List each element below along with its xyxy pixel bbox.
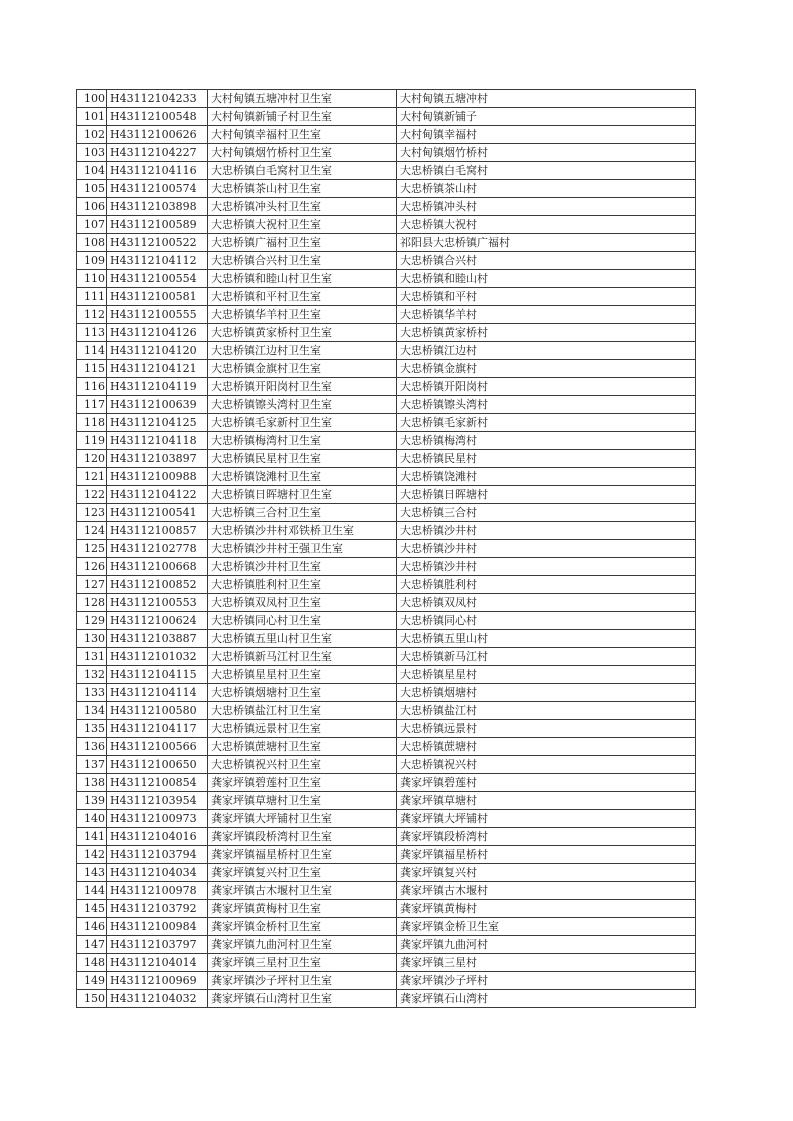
institution-code-cell: H43112100978 (107, 882, 208, 900)
address-cell: 龚家坪镇沙子坪村 (397, 972, 696, 990)
table-row (77, 450, 696, 468)
table-row (77, 396, 696, 414)
institution-code-cell: H43112100854 (107, 774, 208, 792)
institution-name-cell: 龚家坪镇碧莲村卫生室 (208, 774, 397, 792)
row-number-cell: 118 (77, 414, 107, 432)
institution-code-cell: H43112104114 (107, 684, 208, 702)
table-row (77, 900, 696, 918)
row-number-cell: 132 (77, 666, 107, 684)
row-number-cell: 121 (77, 468, 107, 486)
table-row (77, 576, 696, 594)
row-number-cell: 143 (77, 864, 107, 882)
row-number-cell: 108 (77, 234, 107, 252)
address-cell: 大村甸镇新铺子 (397, 108, 696, 126)
row-number-cell: 142 (77, 846, 107, 864)
table-row (77, 594, 696, 612)
row-number-cell: 113 (77, 324, 107, 342)
institution-name-cell: 大忠桥镇盐江村卫生室 (208, 702, 397, 720)
table-row (77, 144, 696, 162)
row-number-cell: 146 (77, 918, 107, 936)
table-row (77, 126, 696, 144)
institution-code-cell: H43112104118 (107, 432, 208, 450)
table-row (77, 774, 696, 792)
address-cell: 大忠桥镇和睦山村 (397, 270, 696, 288)
institution-code-cell: H43112102778 (107, 540, 208, 558)
row-number-cell: 147 (77, 936, 107, 954)
institution-name-cell: 大忠桥镇饶滩村卫生室 (208, 468, 397, 486)
address-cell: 龚家坪镇石山湾村 (397, 990, 696, 1008)
row-number-cell: 101 (77, 108, 107, 126)
table-row (77, 432, 696, 450)
institution-name-cell: 大忠桥镇冲头村卫生室 (208, 198, 397, 216)
institution-code-cell: H43112100626 (107, 126, 208, 144)
row-number-cell: 128 (77, 594, 107, 612)
address-cell: 大忠桥镇毛家新村 (397, 414, 696, 432)
institution-name-cell: 大村甸镇新铺子村卫生室 (208, 108, 397, 126)
address-cell: 大村甸镇五塘冲村 (397, 90, 696, 108)
institution-code-cell: H43112100574 (107, 180, 208, 198)
table-row (77, 342, 696, 360)
institution-name-cell: 大忠桥镇合兴村卫生室 (208, 252, 397, 270)
table-row (77, 972, 696, 990)
institution-code-cell: H43112104016 (107, 828, 208, 846)
institution-code-cell: H43112103898 (107, 198, 208, 216)
row-number-cell: 116 (77, 378, 107, 396)
address-cell: 龚家坪镇草塘村 (397, 792, 696, 810)
table-row (77, 522, 696, 540)
row-number-cell: 122 (77, 486, 107, 504)
institution-code-cell: H43112104125 (107, 414, 208, 432)
institution-name-cell: 龚家坪镇九曲河村卫生室 (208, 936, 397, 954)
institution-name-cell: 大忠桥镇蔗塘村卫生室 (208, 738, 397, 756)
institution-code-cell: H43112104227 (107, 144, 208, 162)
address-cell: 龚家坪镇古木堰村 (397, 882, 696, 900)
address-cell: 大忠桥镇冲头村 (397, 198, 696, 216)
address-cell: 龚家坪镇大坪铺村 (397, 810, 696, 828)
address-cell: 大忠桥镇新马江村 (397, 648, 696, 666)
institution-name-cell: 龚家坪镇段桥湾村卫生室 (208, 828, 397, 846)
address-cell: 龚家坪镇碧莲村 (397, 774, 696, 792)
row-number-cell: 134 (77, 702, 107, 720)
institution-code-cell: H43112103954 (107, 792, 208, 810)
row-number-cell: 115 (77, 360, 107, 378)
institution-code-cell: H43112104233 (107, 90, 208, 108)
table-row (77, 162, 696, 180)
institution-name-cell: 龚家坪镇沙子坪村卫生室 (208, 972, 397, 990)
address-cell: 大忠桥镇双凤村 (397, 594, 696, 612)
row-number-cell: 135 (77, 720, 107, 738)
table-row (77, 252, 696, 270)
row-number-cell: 139 (77, 792, 107, 810)
row-number-cell: 112 (77, 306, 107, 324)
row-number-cell: 120 (77, 450, 107, 468)
table-row (77, 612, 696, 630)
institution-code-cell: H43112100984 (107, 918, 208, 936)
institution-name-cell: 大忠桥镇胜利村卫生室 (208, 576, 397, 594)
table-row (77, 666, 696, 684)
institution-code-cell: H43112100969 (107, 972, 208, 990)
row-number-cell: 144 (77, 882, 107, 900)
table-row (77, 558, 696, 576)
table-row (77, 306, 696, 324)
institution-name-cell: 大忠桥镇同心村卫生室 (208, 612, 397, 630)
row-number-cell: 102 (77, 126, 107, 144)
table-row (77, 828, 696, 846)
institution-code-cell: H43112100668 (107, 558, 208, 576)
table-row (77, 360, 696, 378)
row-number-cell: 131 (77, 648, 107, 666)
institution-name-cell: 龚家坪镇古木堰村卫生室 (208, 882, 397, 900)
institution-name-cell: 大忠桥镇三合村卫生室 (208, 504, 397, 522)
address-cell: 大忠桥镇梅湾村 (397, 432, 696, 450)
institution-code-cell: H43112104032 (107, 990, 208, 1008)
institution-name-cell: 大忠桥镇镲头湾村卫生室 (208, 396, 397, 414)
table-row (77, 504, 696, 522)
table-row (77, 216, 696, 234)
institution-name-cell: 大忠桥镇烟塘村卫生室 (208, 684, 397, 702)
institution-name-cell: 大忠桥镇黄家桥村卫生室 (208, 324, 397, 342)
institution-code-cell: H43112103887 (107, 630, 208, 648)
institution-name-cell: 大忠桥镇新马江村卫生室 (208, 648, 397, 666)
table-row (77, 882, 696, 900)
institution-name-cell: 大忠桥镇白毛窝村卫生室 (208, 162, 397, 180)
address-cell: 大忠桥镇江边村 (397, 342, 696, 360)
institution-name-cell: 大村甸镇五塘冲村卫生室 (208, 90, 397, 108)
institution-code-cell: H43112100852 (107, 576, 208, 594)
institution-code-cell: H43112100988 (107, 468, 208, 486)
table-row (77, 918, 696, 936)
institution-name-cell: 龚家坪镇草塘村卫生室 (208, 792, 397, 810)
address-cell: 大忠桥镇胜利村 (397, 576, 696, 594)
row-number-cell: 117 (77, 396, 107, 414)
address-cell: 大忠桥镇金旗村 (397, 360, 696, 378)
row-number-cell: 105 (77, 180, 107, 198)
table-row (77, 90, 696, 108)
table-row (77, 198, 696, 216)
institution-name-cell: 大忠桥镇开阳岗村卫生室 (208, 378, 397, 396)
address-cell: 大忠桥镇盐江村 (397, 702, 696, 720)
row-number-cell: 111 (77, 288, 107, 306)
clinic-list-table (76, 89, 696, 1008)
address-cell: 大忠桥镇合兴村 (397, 252, 696, 270)
institution-code-cell: H43112104117 (107, 720, 208, 738)
institution-code-cell: H43112100639 (107, 396, 208, 414)
institution-code-cell: H43112104034 (107, 864, 208, 882)
table-row (77, 792, 696, 810)
institution-name-cell: 大忠桥镇华羊村卫生室 (208, 306, 397, 324)
institution-name-cell: 大忠桥镇日晖塘村卫生室 (208, 486, 397, 504)
address-cell: 龚家坪镇九曲河村 (397, 936, 696, 954)
row-number-cell: 106 (77, 198, 107, 216)
institution-code-cell: H43112104120 (107, 342, 208, 360)
table-row (77, 630, 696, 648)
address-cell: 龚家坪镇黄梅村 (397, 900, 696, 918)
table-body (77, 90, 696, 1008)
address-cell: 大忠桥镇同心村 (397, 612, 696, 630)
row-number-cell: 123 (77, 504, 107, 522)
table-row (77, 288, 696, 306)
institution-name-cell: 龚家坪镇金桥村卫生室 (208, 918, 397, 936)
institution-code-cell: H43112100522 (107, 234, 208, 252)
address-cell: 大忠桥镇日晖塘村 (397, 486, 696, 504)
institution-code-cell: H43112100566 (107, 738, 208, 756)
table-row (77, 486, 696, 504)
table-row (77, 936, 696, 954)
table-row (77, 234, 696, 252)
table-row (77, 702, 696, 720)
institution-name-cell: 大忠桥镇祝兴村卫生室 (208, 756, 397, 774)
institution-name-cell: 龚家坪镇复兴村卫生室 (208, 864, 397, 882)
row-number-cell: 103 (77, 144, 107, 162)
row-number-cell: 130 (77, 630, 107, 648)
address-cell: 大忠桥镇烟塘村 (397, 684, 696, 702)
address-cell: 大忠桥镇白毛窝村 (397, 162, 696, 180)
row-number-cell: 110 (77, 270, 107, 288)
address-cell: 龚家坪镇段桥湾村 (397, 828, 696, 846)
row-number-cell: 126 (77, 558, 107, 576)
institution-name-cell: 大忠桥镇和睦山村卫生室 (208, 270, 397, 288)
row-number-cell: 124 (77, 522, 107, 540)
institution-code-cell: H43112103792 (107, 900, 208, 918)
table-row (77, 684, 696, 702)
table-row (77, 738, 696, 756)
institution-name-cell: 大忠桥镇金旗村卫生室 (208, 360, 397, 378)
address-cell: 祁阳县大忠桥镇广福村 (397, 234, 696, 252)
institution-code-cell: H43112100857 (107, 522, 208, 540)
address-cell: 大忠桥镇沙井村 (397, 558, 696, 576)
institution-code-cell: H43112100580 (107, 702, 208, 720)
institution-name-cell: 龚家坪镇三星村卫生室 (208, 954, 397, 972)
institution-code-cell: H43112104014 (107, 954, 208, 972)
row-number-cell: 107 (77, 216, 107, 234)
row-number-cell: 136 (77, 738, 107, 756)
address-cell: 大忠桥镇黄家桥村 (397, 324, 696, 342)
institution-code-cell: H43112104122 (107, 486, 208, 504)
institution-code-cell: H43112103794 (107, 846, 208, 864)
institution-code-cell: H43112100589 (107, 216, 208, 234)
address-cell: 大村甸镇烟竹桥村 (397, 144, 696, 162)
table-row (77, 648, 696, 666)
address-cell: 大忠桥镇星星村 (397, 666, 696, 684)
address-cell: 大忠桥镇和平村 (397, 288, 696, 306)
institution-name-cell: 大忠桥镇民星村卫生室 (208, 450, 397, 468)
table-row (77, 846, 696, 864)
row-number-cell: 100 (77, 90, 107, 108)
table-row (77, 810, 696, 828)
row-number-cell: 127 (77, 576, 107, 594)
institution-code-cell: H43112100553 (107, 594, 208, 612)
institution-name-cell: 龚家坪镇大坪铺村卫生室 (208, 810, 397, 828)
institution-name-cell: 大村甸镇幸福村卫生室 (208, 126, 397, 144)
table-row (77, 414, 696, 432)
institution-name-cell: 大忠桥镇远景村卫生室 (208, 720, 397, 738)
table-row (77, 990, 696, 1008)
row-number-cell: 104 (77, 162, 107, 180)
row-number-cell: 114 (77, 342, 107, 360)
institution-code-cell: H43112100554 (107, 270, 208, 288)
table-row (77, 270, 696, 288)
institution-code-cell: H43112100581 (107, 288, 208, 306)
row-number-cell: 137 (77, 756, 107, 774)
institution-name-cell: 龚家坪镇福星桥村卫生室 (208, 846, 397, 864)
institution-code-cell: H43112100973 (107, 810, 208, 828)
table-row (77, 468, 696, 486)
address-cell: 大忠桥镇大祝村 (397, 216, 696, 234)
institution-name-cell: 龚家坪镇石山湾村卫生室 (208, 990, 397, 1008)
institution-code-cell: H43112104119 (107, 378, 208, 396)
address-cell: 大忠桥镇开阳岗村 (397, 378, 696, 396)
address-cell: 龚家坪镇金桥卫生室 (397, 918, 696, 936)
address-cell: 大忠桥镇茶山村 (397, 180, 696, 198)
institution-name-cell: 大忠桥镇沙井村王强卫生室 (208, 540, 397, 558)
address-cell: 大忠桥镇镲头湾村 (397, 396, 696, 414)
address-cell: 大忠桥镇饶滩村 (397, 468, 696, 486)
institution-code-cell: H43112104112 (107, 252, 208, 270)
institution-code-cell: H43112100650 (107, 756, 208, 774)
address-cell: 大村甸镇幸福村 (397, 126, 696, 144)
address-cell: 大忠桥镇民星村 (397, 450, 696, 468)
row-number-cell: 133 (77, 684, 107, 702)
institution-name-cell: 大忠桥镇江边村卫生室 (208, 342, 397, 360)
institution-code-cell: H43112103797 (107, 936, 208, 954)
row-number-cell: 140 (77, 810, 107, 828)
institution-code-cell: H43112104116 (107, 162, 208, 180)
address-cell: 大忠桥镇远景村 (397, 720, 696, 738)
table-row (77, 540, 696, 558)
institution-code-cell: H43112104115 (107, 666, 208, 684)
institution-code-cell: H43112100555 (107, 306, 208, 324)
row-number-cell: 109 (77, 252, 107, 270)
institution-name-cell: 大忠桥镇毛家新村卫生室 (208, 414, 397, 432)
row-number-cell: 141 (77, 828, 107, 846)
table-row (77, 864, 696, 882)
address-cell: 大忠桥镇沙井村 (397, 522, 696, 540)
row-number-cell: 145 (77, 900, 107, 918)
address-cell: 龚家坪镇三星村 (397, 954, 696, 972)
table-row (77, 378, 696, 396)
institution-code-cell: H43112100624 (107, 612, 208, 630)
institution-name-cell: 大忠桥镇五里山村卫生室 (208, 630, 397, 648)
row-number-cell: 149 (77, 972, 107, 990)
institution-name-cell: 大忠桥镇沙井村邓铁桥卫生室 (208, 522, 397, 540)
table-row (77, 756, 696, 774)
row-number-cell: 119 (77, 432, 107, 450)
institution-name-cell: 大忠桥镇大祝村卫生室 (208, 216, 397, 234)
institution-code-cell: H43112104126 (107, 324, 208, 342)
institution-name-cell: 大忠桥镇沙井村卫生室 (208, 558, 397, 576)
institution-code-cell: H43112100541 (107, 504, 208, 522)
address-cell: 大忠桥镇祝兴村 (397, 756, 696, 774)
table-row (77, 720, 696, 738)
address-cell: 龚家坪镇复兴村 (397, 864, 696, 882)
address-cell: 龚家坪镇福星桥村 (397, 846, 696, 864)
institution-code-cell: H43112104121 (107, 360, 208, 378)
row-number-cell: 125 (77, 540, 107, 558)
row-number-cell: 129 (77, 612, 107, 630)
institution-name-cell: 大村甸镇烟竹桥村卫生室 (208, 144, 397, 162)
table-row (77, 180, 696, 198)
address-cell: 大忠桥镇蔗塘村 (397, 738, 696, 756)
institution-code-cell: H43112100548 (107, 108, 208, 126)
institution-name-cell: 大忠桥镇和平村卫生室 (208, 288, 397, 306)
institution-name-cell: 大忠桥镇星星村卫生室 (208, 666, 397, 684)
institution-name-cell: 龚家坪镇黄梅村卫生室 (208, 900, 397, 918)
institution-code-cell: H43112103897 (107, 450, 208, 468)
address-cell: 大忠桥镇三合村 (397, 504, 696, 522)
row-number-cell: 138 (77, 774, 107, 792)
institution-name-cell: 大忠桥镇梅湾村卫生室 (208, 432, 397, 450)
table-row (77, 954, 696, 972)
institution-code-cell: H43112101032 (107, 648, 208, 666)
address-cell: 大忠桥镇沙井村 (397, 540, 696, 558)
institution-name-cell: 大忠桥镇茶山村卫生室 (208, 180, 397, 198)
address-cell: 大忠桥镇华羊村 (397, 306, 696, 324)
address-cell: 大忠桥镇五里山村 (397, 630, 696, 648)
table-row (77, 324, 696, 342)
institution-name-cell: 大忠桥镇广福村卫生室 (208, 234, 397, 252)
table-row (77, 108, 696, 126)
row-number-cell: 148 (77, 954, 107, 972)
row-number-cell: 150 (77, 990, 107, 1008)
institution-name-cell: 大忠桥镇双凤村卫生室 (208, 594, 397, 612)
